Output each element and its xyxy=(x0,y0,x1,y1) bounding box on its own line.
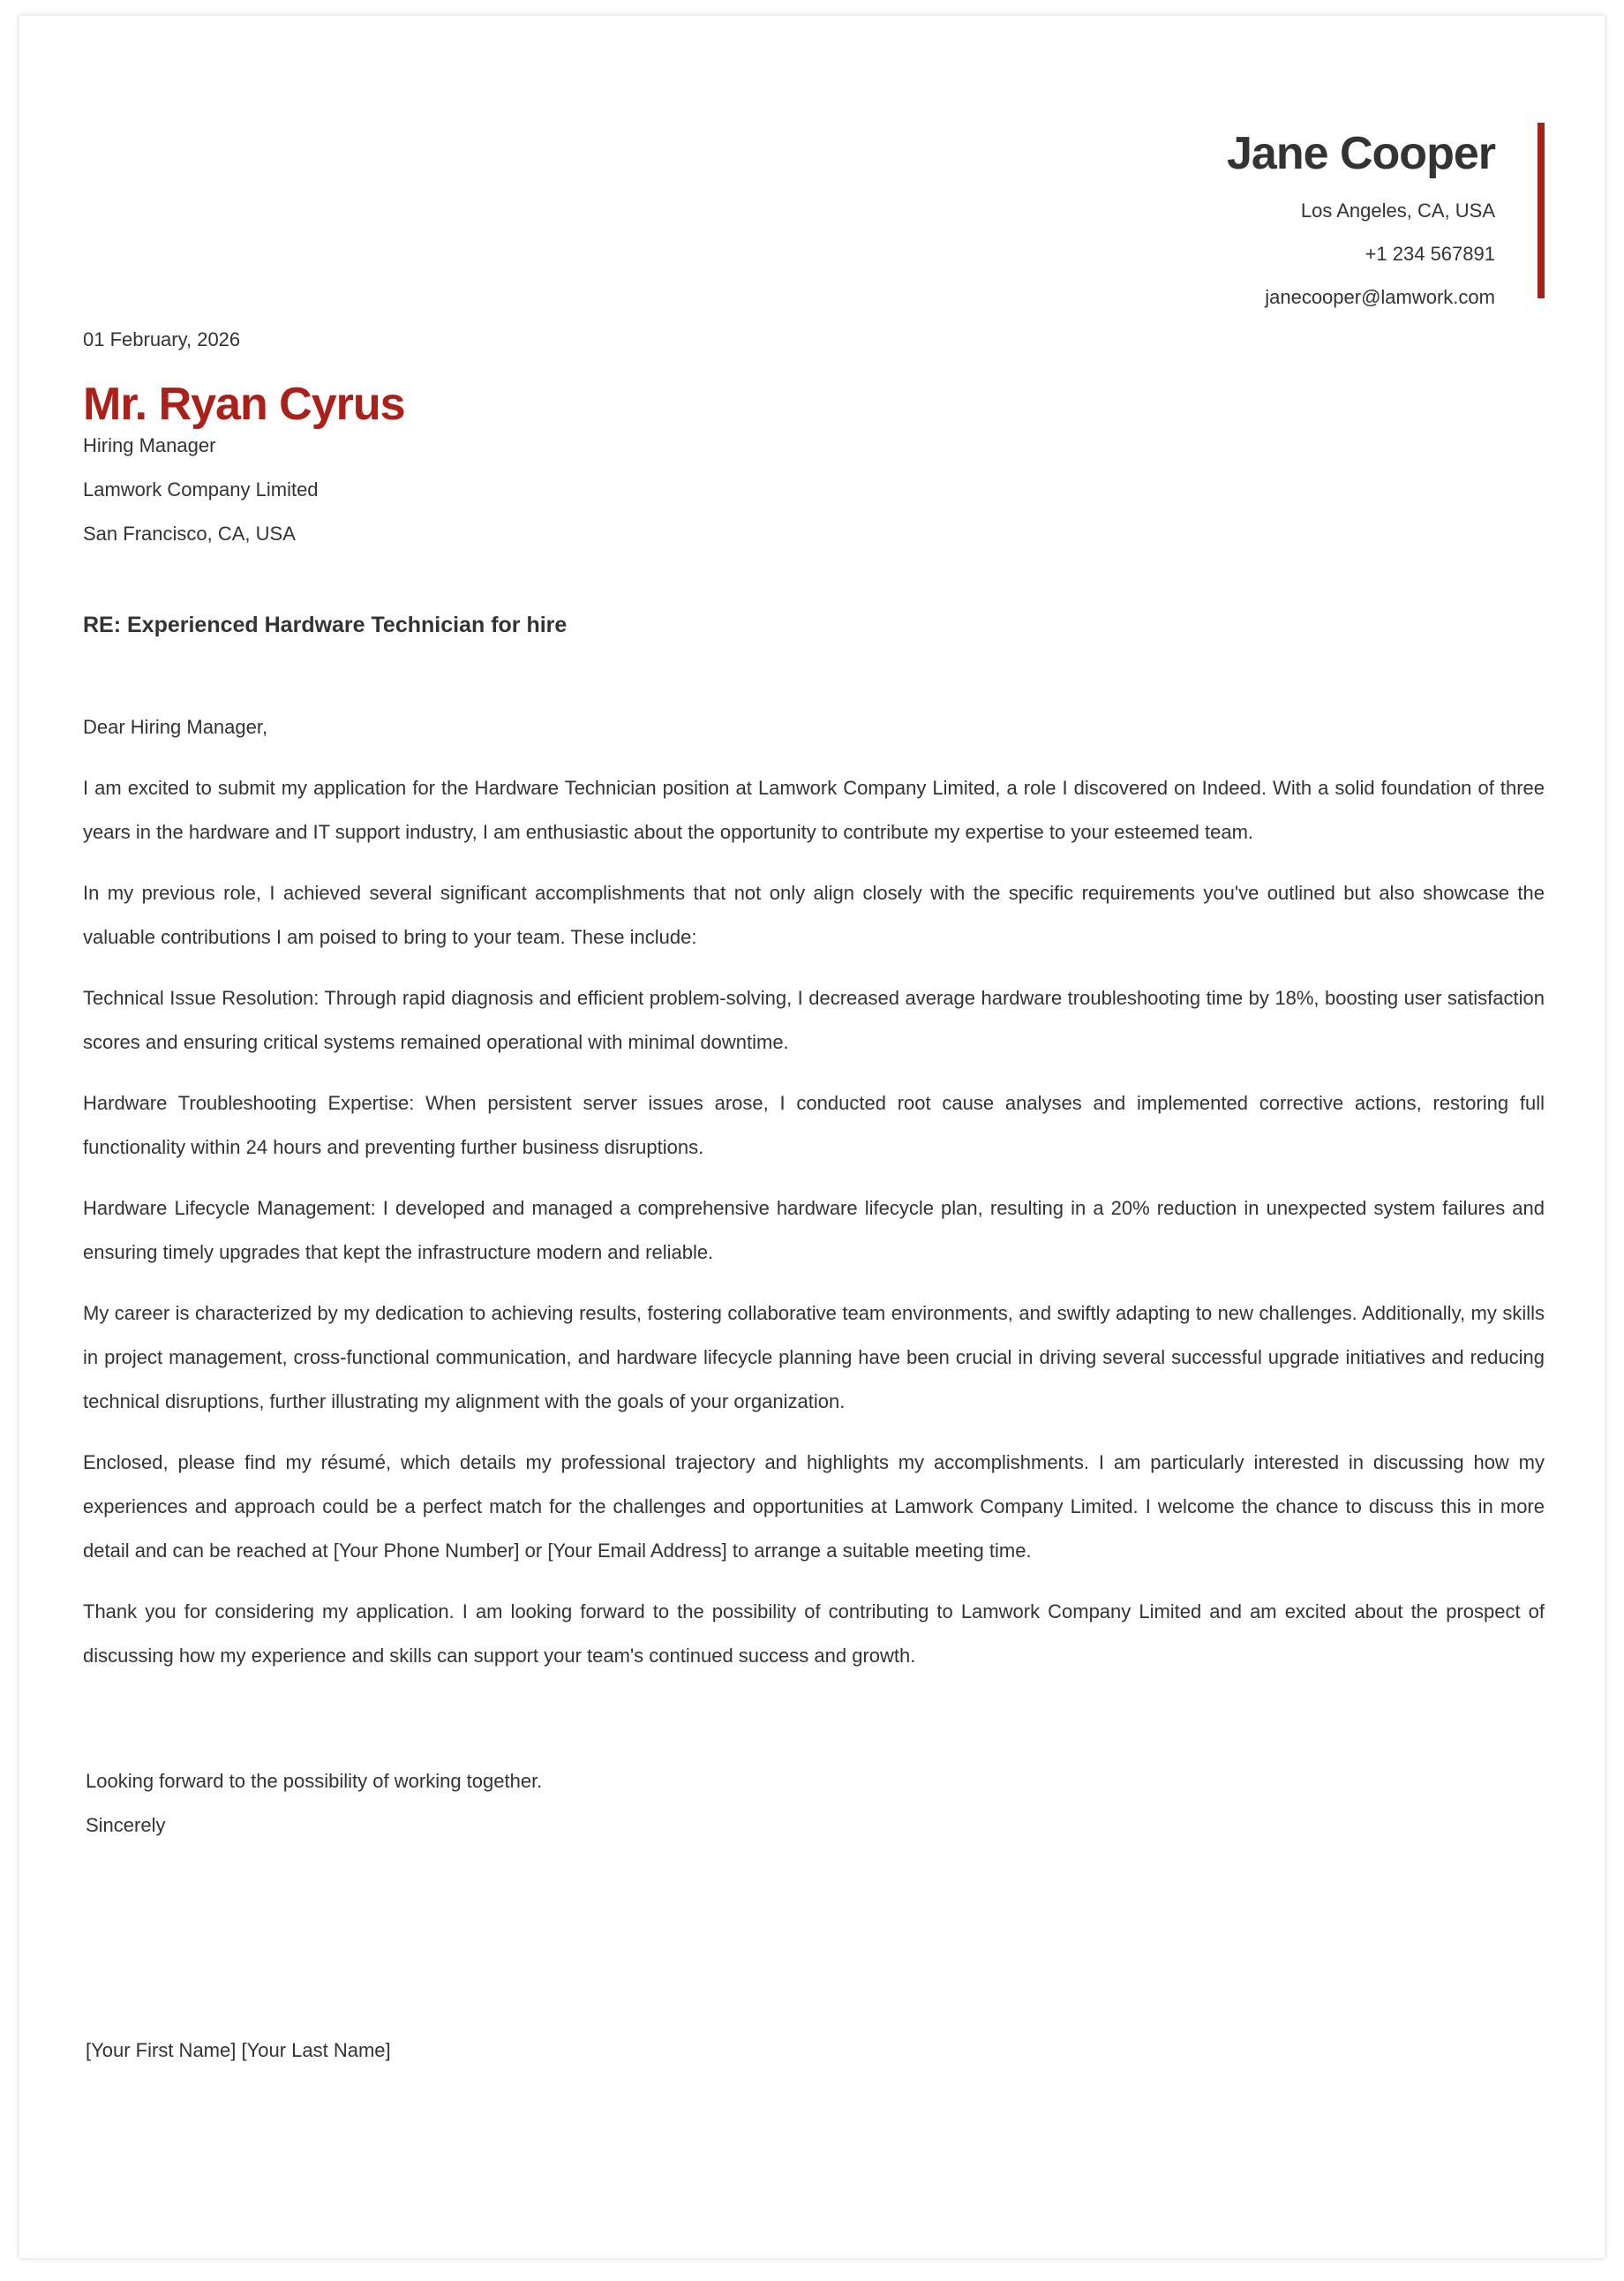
letter-date: 01 February, 2026 xyxy=(83,328,241,350)
closing-block xyxy=(86,1759,542,1848)
letter-body xyxy=(83,705,1545,1695)
recipient-location: San Francisco, CA, USA xyxy=(83,523,296,545)
sender-name: Jane Cooper xyxy=(1227,128,1495,179)
body-paragraph: In my previous role, I achieved several significant accomplishments that not only align closely with the specific requirements you've outlined but also showcase the valuable contributions I am poised to bring to your team. These include: xyxy=(83,882,1545,948)
body-paragraph: Hardware Troubleshooting Expertise: When persistent server issues arose, I conducted root cause analyses and implemented corrective actions, restoring full functionality within 24 hours and preventing further business disruptions. xyxy=(83,1092,1545,1158)
sender-accent-bar xyxy=(1538,123,1545,298)
salutation: Dear Hiring Manager, xyxy=(83,716,268,738)
sign-off: Sincerely xyxy=(86,1814,166,1836)
body-paragraph: Enclosed, please find my résumé, which details my professional trajectory and highlights my accomplishments. I am particularly interested in discussing how my experiences and approach could be a perfect match for the challenges and opportunities at Lamwork Company Limited. I welcome the chance to discuss this in more detail and can be reached at [Your Phone Number] or [Your Email Address] to arrange a suitable meeting time. xyxy=(83,1451,1545,1562)
body-paragraph: Technical Issue Resolution: Through rapid diagnosis and efficient problem-solving, I decreased average hardware troubleshooting time by 18%, boosting user satisfaction scores and ensuring critical systems remained operational with minimal downtime. xyxy=(83,987,1545,1053)
signature-name: [Your First Name] [Your Last Name] xyxy=(86,2039,391,2061)
sender-block xyxy=(1227,118,1495,319)
body-paragraph: Hardware Lifecycle Management: I developed and managed a comprehensive hardware lifecycle plan, resulting in a 20% reduction in unexpected system failures and ensuring timely upgrades that kept the infrastructure modern and reliable. xyxy=(83,1197,1545,1263)
body-paragraph: My career is characterized by my dedication to achieving results, fostering collaborative team environments, and swiftly adapting to new challenges. Additionally, my skills in project management, cross-functional communication, and hardware lifecycle planning have been crucial in driving several successful upgrade initiatives and reducing technical disruptions, further illustrating my alignment with the goals of your organization. xyxy=(83,1302,1545,1412)
sender-phone: +1 234 567891 xyxy=(1365,243,1495,265)
recipient-name: Mr. Ryan Cyrus xyxy=(83,379,405,430)
body-paragraph: Thank you for considering my application. I am looking forward to the possibility of contributing to Lamwork Company Limited and am excited about the prospect of discussing how my experience and skills can support your team's continued success and growth. xyxy=(83,1600,1545,1667)
recipient-block xyxy=(83,424,319,556)
recipient-company: Lamwork Company Limited xyxy=(83,478,319,501)
letter-subject: RE: Experienced Hardware Technician for hire xyxy=(83,613,568,637)
closing-line: Looking forward to the possibility of working together. xyxy=(86,1770,543,1792)
letter-page xyxy=(19,16,1605,2258)
recipient-title: Hiring Manager xyxy=(83,434,216,456)
sender-email: janecooper@lamwork.com xyxy=(1265,286,1495,308)
sender-location: Los Angeles, CA, USA xyxy=(1300,199,1495,222)
body-paragraph: I am excited to submit my application for the Hardware Technician position at Lamwork Company Limited, a role I discovered on Indeed. With a solid foundation of three years in the hardware and IT support industry, I am enthusiastic about the opportunity to contribute my expertise to your esteemed team. xyxy=(83,777,1545,843)
